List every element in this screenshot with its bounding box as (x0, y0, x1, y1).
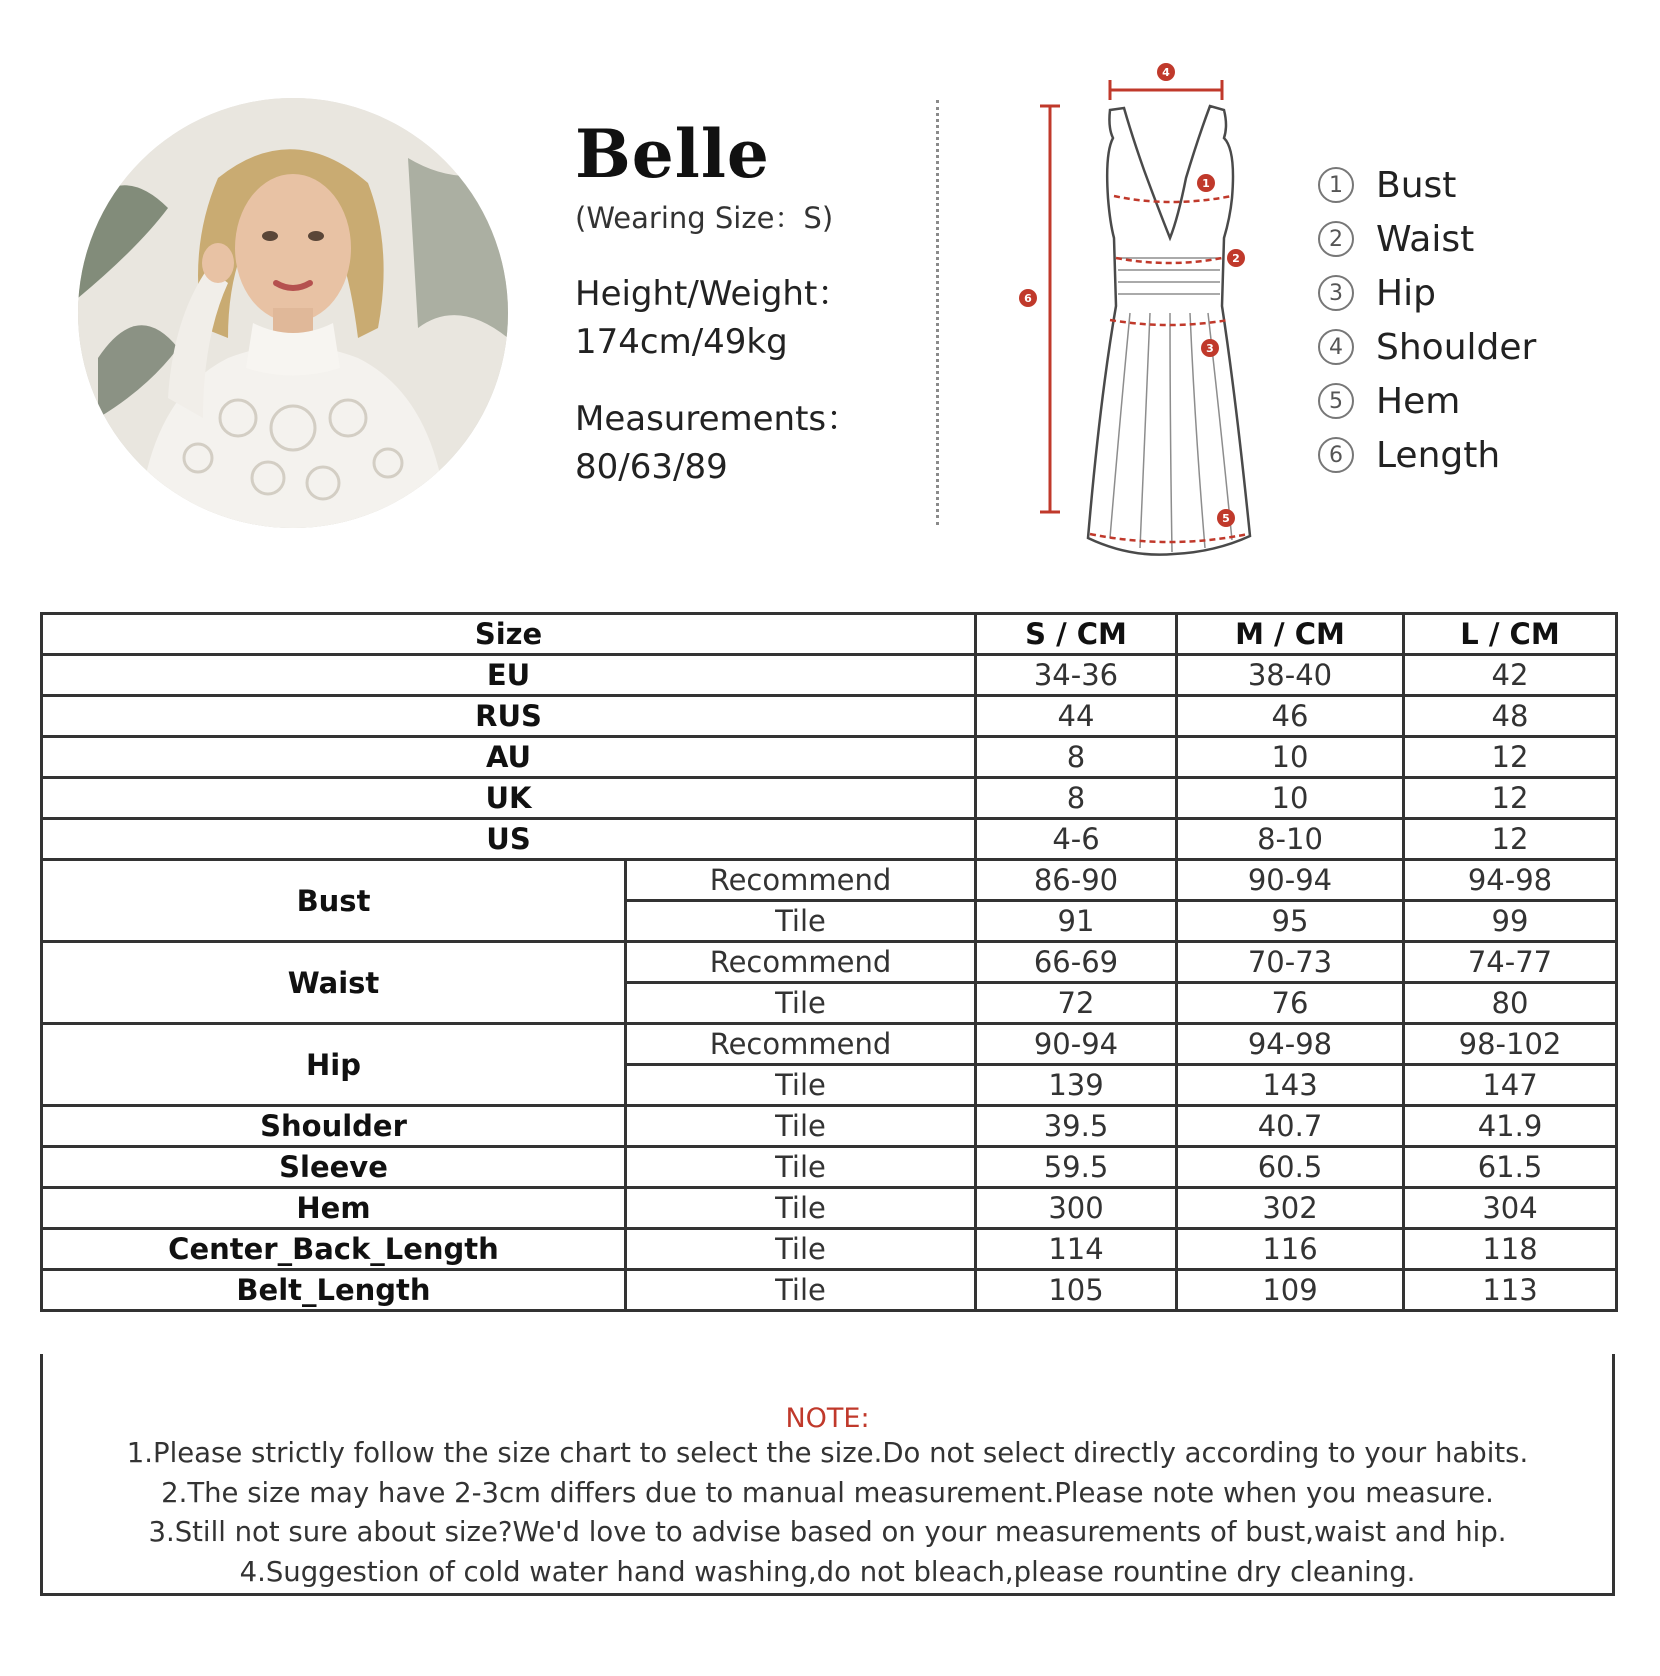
note-box (40, 1354, 1615, 1596)
row-label: Sleeve (42, 1147, 626, 1188)
cell-s: 39.5 (976, 1106, 1177, 1147)
legend-label: Bust (1376, 164, 1457, 206)
legend-number: 5 (1318, 383, 1354, 419)
table-row (42, 1188, 1617, 1229)
legend-label: Hem (1376, 380, 1461, 422)
legend-label: Length (1376, 434, 1501, 476)
marker-6-text: 6 (1024, 292, 1032, 305)
cell-s: 91 (976, 901, 1177, 942)
cell-m: 60.5 (1177, 1147, 1404, 1188)
cell-m: 76 (1177, 983, 1404, 1024)
marker-2-text: 2 (1232, 252, 1240, 265)
cell-l: 98-102 (1404, 1024, 1617, 1065)
cell-s: 105 (976, 1270, 1177, 1311)
cell-s: 4-6 (976, 819, 1177, 860)
row-label: EU (42, 655, 976, 696)
measurements-label: Measurements： (575, 399, 861, 439)
row-type: Tile (626, 983, 976, 1024)
marker-1-text: 1 (1202, 177, 1210, 190)
cell-m: 10 (1177, 778, 1404, 819)
cell-l: 12 (1404, 819, 1617, 860)
group-label: Bust (42, 860, 626, 942)
cell-l: 113 (1404, 1270, 1617, 1311)
measurement-legend (1318, 158, 1536, 482)
cell-m: 143 (1177, 1065, 1404, 1106)
group-label: Hip (42, 1024, 626, 1106)
cell-s: 44 (976, 696, 1177, 737)
row-type: Recommend (626, 1024, 976, 1065)
legend-number: 4 (1318, 329, 1354, 365)
legend-number: 3 (1318, 275, 1354, 311)
table-row (42, 737, 1617, 778)
table-row (42, 1270, 1617, 1311)
legend-number: 2 (1318, 221, 1354, 257)
cell-s: 59.5 (976, 1147, 1177, 1188)
cell-l: 118 (1404, 1229, 1617, 1270)
note-title: NOTE: (785, 1403, 870, 1434)
legend-label: Hip (1376, 272, 1436, 314)
legend-number: 1 (1318, 167, 1354, 203)
cell-l: 41.9 (1404, 1106, 1617, 1147)
legend-item (1318, 320, 1536, 374)
cell-m: 8-10 (1177, 819, 1404, 860)
row-label: Center_Back_Length (42, 1229, 626, 1270)
row-type: Tile (626, 1147, 976, 1188)
marker-3-text: 3 (1206, 342, 1214, 355)
cell-m: 38-40 (1177, 655, 1404, 696)
row-type: Recommend (626, 942, 976, 983)
table-row (42, 942, 1617, 983)
dress-diagram (1010, 58, 1280, 558)
cell-l: 304 (1404, 1188, 1617, 1229)
legend-number: 6 (1318, 437, 1354, 473)
cell-m: 109 (1177, 1270, 1404, 1311)
dotted-divider (936, 100, 939, 525)
legend-item (1318, 266, 1536, 320)
table-row (42, 1106, 1617, 1147)
table-row (42, 778, 1617, 819)
cell-m: 46 (1177, 696, 1404, 737)
table-row (42, 1147, 1617, 1188)
row-type: Tile (626, 1106, 976, 1147)
row-label: Hem (42, 1188, 626, 1229)
model-name: Belle (575, 115, 770, 193)
table-row (42, 696, 1617, 737)
cell-s: 114 (976, 1229, 1177, 1270)
table-row (42, 655, 1617, 696)
cell-l: 12 (1404, 737, 1617, 778)
cell-s: 139 (976, 1065, 1177, 1106)
measurements-value: 80/63/89 (575, 447, 728, 487)
row-type: Tile (626, 1270, 976, 1311)
header-size: Size (42, 614, 976, 655)
cell-s: 90-94 (976, 1024, 1177, 1065)
cell-s: 86-90 (976, 860, 1177, 901)
marker-5-text: 5 (1222, 512, 1230, 525)
cell-m: 70-73 (1177, 942, 1404, 983)
table-row (42, 1024, 1617, 1065)
cell-s: 72 (976, 983, 1177, 1024)
table-row (42, 1229, 1617, 1270)
note-line: 2.The size may have 2-3cm differs due to manual measurement.Please note when you measure. (161, 1476, 1494, 1509)
cell-l: 94-98 (1404, 860, 1617, 901)
cell-l: 48 (1404, 696, 1617, 737)
legend-item (1318, 428, 1536, 482)
row-label: AU (42, 737, 976, 778)
header-m: M / CM (1177, 614, 1404, 655)
legend-item (1318, 374, 1536, 428)
cell-l: 74-77 (1404, 942, 1617, 983)
table-row (42, 860, 1617, 901)
row-type: Tile (626, 1229, 976, 1270)
table-row (42, 819, 1617, 860)
cell-s: 66-69 (976, 942, 1177, 983)
cell-l: 99 (1404, 901, 1617, 942)
cell-s: 300 (976, 1188, 1177, 1229)
row-label: US (42, 819, 976, 860)
legend-item (1318, 212, 1536, 266)
legend-label: Waist (1376, 218, 1475, 260)
row-type: Tile (626, 1188, 976, 1229)
size-chart-table (40, 612, 1618, 1312)
height-weight-value: 174cm/49kg (575, 322, 788, 362)
cell-l: 147 (1404, 1065, 1617, 1106)
cell-m: 40.7 (1177, 1106, 1404, 1147)
cell-l: 80 (1404, 983, 1617, 1024)
cell-m: 116 (1177, 1229, 1404, 1270)
note-line: 1.Please strictly follow the size chart to select the size.Do not select directly according to your habits. (126, 1437, 1529, 1469)
cell-m: 95 (1177, 901, 1404, 942)
legend-label: Shoulder (1376, 326, 1537, 368)
dress-illustration (1010, 58, 1280, 558)
cell-m: 94-98 (1177, 1024, 1404, 1065)
header-l: L / CM (1404, 614, 1617, 655)
cell-l: 61.5 (1404, 1147, 1617, 1188)
row-label: Belt_Length (42, 1270, 626, 1311)
row-type: Tile (626, 901, 976, 942)
group-label: Waist (42, 942, 626, 1024)
table-header-row (42, 614, 1617, 655)
note-line: 3.Still not sure about size?We'd love to advise based on your measurements of bust,waist and hip. (148, 1516, 1507, 1548)
height-weight-label: Height/Weight： (575, 274, 852, 314)
cell-m: 302 (1177, 1188, 1404, 1229)
cell-l: 42 (1404, 655, 1617, 696)
row-label: UK (42, 778, 976, 819)
cell-m: 10 (1177, 737, 1404, 778)
cell-m: 90-94 (1177, 860, 1404, 901)
row-label: Shoulder (42, 1106, 626, 1147)
cell-l: 12 (1404, 778, 1617, 819)
marker-4-text: 4 (1162, 66, 1170, 79)
model-portrait-illustration (78, 98, 508, 528)
header-s: S / CM (976, 614, 1177, 655)
cell-s: 8 (976, 778, 1177, 819)
note-line: 4.Suggestion of cold water hand washing,do not bleach,please rountine dry cleaning. (239, 1555, 1416, 1588)
row-type: Tile (626, 1065, 976, 1106)
row-type: Recommend (626, 860, 976, 901)
legend-item (1318, 158, 1536, 212)
cell-s: 34-36 (976, 655, 1177, 696)
cell-s: 8 (976, 737, 1177, 778)
wearing-size: (Wearing Size：S) (575, 201, 834, 235)
model-photo (78, 98, 508, 528)
row-label: RUS (42, 696, 976, 737)
